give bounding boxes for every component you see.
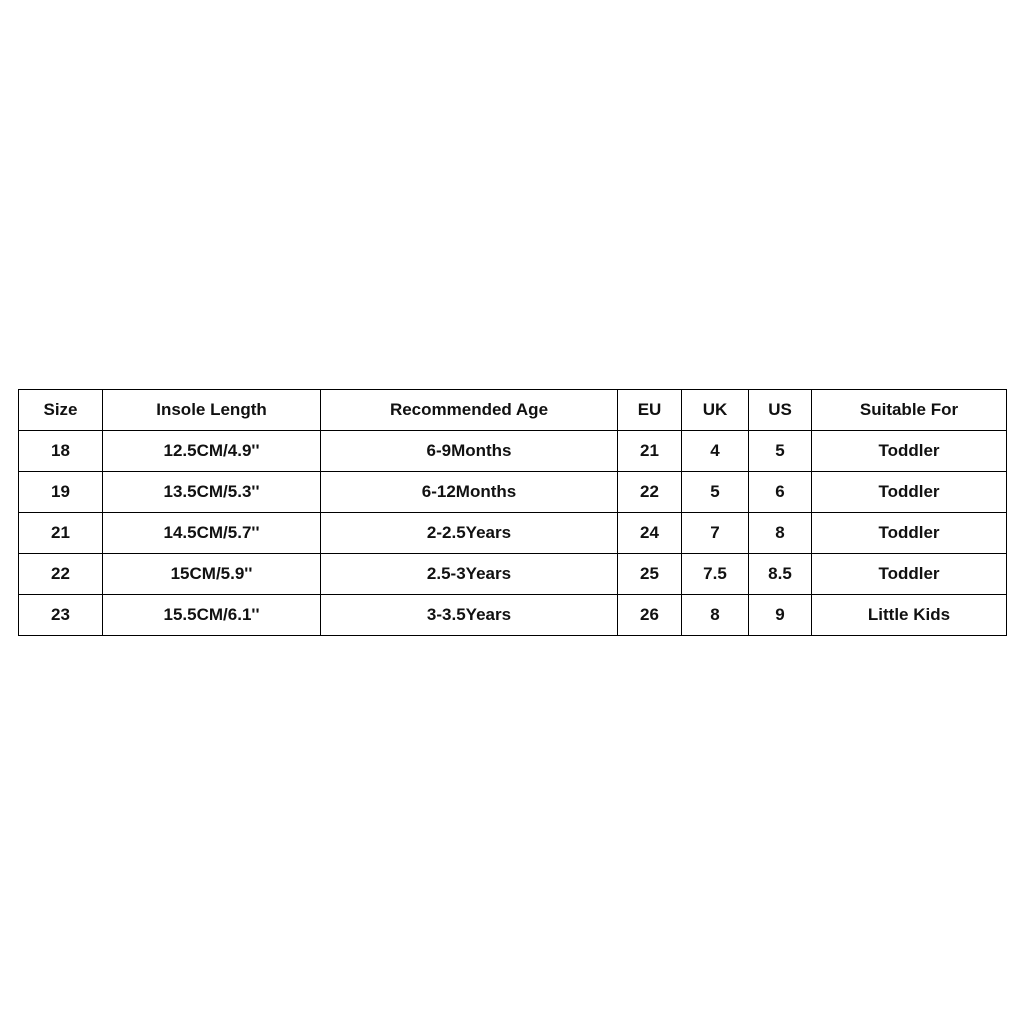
table-row	[19, 513, 1007, 554]
cell-suitable-for: Toddler	[812, 431, 1007, 472]
cell-eu: 22	[618, 472, 682, 513]
cell-uk: 4	[682, 431, 749, 472]
cell-suitable-for: Little Kids	[812, 595, 1007, 636]
cell-insole-length: 13.5CM/5.3''	[103, 472, 321, 513]
cell-recommended-age: 3-3.5Years	[321, 595, 618, 636]
cell-size: 23	[19, 595, 103, 636]
header-size: Size	[19, 390, 103, 431]
table-row	[19, 472, 1007, 513]
cell-eu: 26	[618, 595, 682, 636]
cell-suitable-for: Toddler	[812, 513, 1007, 554]
header-suitable-for: Suitable For	[812, 390, 1007, 431]
cell-insole-length: 15.5CM/6.1''	[103, 595, 321, 636]
cell-recommended-age: 6-12Months	[321, 472, 618, 513]
cell-uk: 5	[682, 472, 749, 513]
cell-eu: 21	[618, 431, 682, 472]
cell-uk: 7.5	[682, 554, 749, 595]
table-row	[19, 554, 1007, 595]
cell-us: 8.5	[749, 554, 812, 595]
header-recommended-age: Recommended Age	[321, 390, 618, 431]
cell-size: 21	[19, 513, 103, 554]
cell-us: 9	[749, 595, 812, 636]
cell-insole-length: 15CM/5.9''	[103, 554, 321, 595]
cell-size: 22	[19, 554, 103, 595]
cell-insole-length: 12.5CM/4.9''	[103, 431, 321, 472]
cell-size: 19	[19, 472, 103, 513]
cell-uk: 7	[682, 513, 749, 554]
cell-recommended-age: 2-2.5Years	[321, 513, 618, 554]
header-uk: UK	[682, 390, 749, 431]
cell-recommended-age: 6-9Months	[321, 431, 618, 472]
header-us: US	[749, 390, 812, 431]
cell-size: 18	[19, 431, 103, 472]
header-eu: EU	[618, 390, 682, 431]
cell-us: 6	[749, 472, 812, 513]
cell-us: 5	[749, 431, 812, 472]
table-row	[19, 595, 1007, 636]
cell-eu: 25	[618, 554, 682, 595]
header-insole-length: Insole Length	[103, 390, 321, 431]
cell-uk: 8	[682, 595, 749, 636]
cell-recommended-age: 2.5-3Years	[321, 554, 618, 595]
cell-eu: 24	[618, 513, 682, 554]
cell-us: 8	[749, 513, 812, 554]
cell-suitable-for: Toddler	[812, 554, 1007, 595]
size-chart-table	[18, 389, 1007, 636]
cell-suitable-for: Toddler	[812, 472, 1007, 513]
table-header-row	[19, 390, 1007, 431]
cell-insole-length: 14.5CM/5.7''	[103, 513, 321, 554]
table-row	[19, 431, 1007, 472]
